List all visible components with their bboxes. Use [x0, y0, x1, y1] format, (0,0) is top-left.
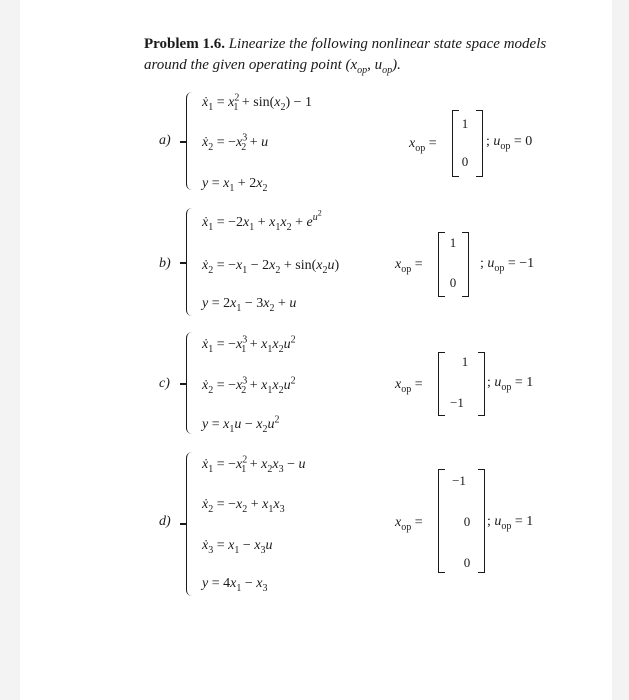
part-label: b) — [159, 256, 171, 271]
equation: ẋ$_1$ = $-x^3_1 + x_1x_2u^2$ — [202, 334, 296, 355]
vector-entry: −1 — [450, 395, 464, 410]
vector-bracket-right — [462, 232, 469, 297]
equation: ẋ$_2$ = $-x^3_2 + u$ — [202, 132, 269, 153]
vector-entry: −1 — [452, 473, 466, 488]
problem-statement-line2: around the given operating point — [144, 57, 342, 73]
xop-label: $x_{op}$ = — [409, 136, 437, 154]
uop-value: ; $u_{op} = 1$ — [487, 514, 534, 532]
part-label: d) — [159, 514, 171, 529]
equation: ẋ$_3$ = $x_1 - x_3u$ — [202, 538, 273, 556]
left-brace — [186, 208, 193, 316]
equation: $y = x_1 + 2x_2$ — [202, 176, 268, 194]
vector-entry: 0 — [449, 275, 457, 290]
problem-title-line2: around the given operating point ($x_{op}$, $u_{op}$). — [144, 57, 401, 76]
uop-value: ; $u_{op} = 0$ — [486, 134, 533, 152]
part-label: c) — [159, 376, 170, 391]
vector-bracket-right — [478, 352, 485, 416]
equation: ẋ$_2$ = $-x_1 - 2x_2 + \sin(x_2u)$ — [202, 258, 340, 276]
left-brace — [186, 452, 193, 596]
problem-statement-line1: Linearize the following nonlinear state space models — [228, 36, 547, 52]
xop-label: $x_{op}$ = — [395, 257, 423, 275]
left-brace — [186, 332, 193, 434]
vector-entry: 1 — [461, 354, 469, 369]
xop-label: $x_{op}$ = — [395, 515, 423, 533]
vector-entry: 0 — [463, 514, 471, 529]
vector-entry: 1 — [461, 116, 469, 131]
vector-entry: 1 — [449, 235, 457, 250]
equation: ẋ$_1$ = $x^2_1 + \sin(x_2) - 1$ — [202, 92, 313, 113]
problem-heading: Problem 1.6. — [144, 36, 225, 52]
vector-entry: 0 — [461, 154, 469, 169]
equation: $y = 2x_1 - 3x_2 + u$ — [202, 296, 297, 314]
equation: $y = x_1u - x_2u^2$ — [202, 414, 280, 435]
problem-title — [144, 34, 546, 55]
vector-bracket-right — [476, 110, 483, 177]
vector-bracket-right — [478, 469, 485, 573]
equation: ẋ$_2$ = $-x^3_2 + x_1x_2u^2$ — [202, 375, 296, 396]
xop-label: $x_{op}$ = — [395, 377, 423, 395]
left-brace — [186, 92, 193, 190]
uop-value: ; $u_{op} = -1$ — [480, 256, 535, 274]
document-page — [20, 0, 612, 700]
equation: $y = 4x_1 - x_3$ — [202, 576, 268, 594]
vector-entry: 0 — [463, 555, 471, 570]
equation: ẋ$_1$ = $-x^2_1 + x_2x_3 - u$ — [202, 454, 306, 475]
equation: ẋ$_1$ = $-2x_1 + x_1x_2 + e^{u^2}$ — [202, 209, 322, 233]
part-label: a) — [159, 133, 171, 148]
uop-value: ; $u_{op} = 1$ — [487, 375, 534, 393]
equation: ẋ$_2$ = $-x_2 + x_1x_3$ — [202, 497, 285, 515]
